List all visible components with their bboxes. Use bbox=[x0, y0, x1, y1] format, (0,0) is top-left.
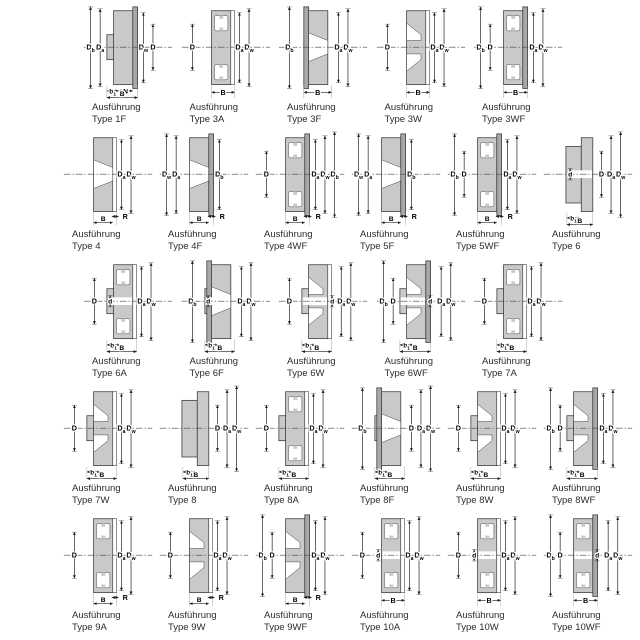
type-caption bbox=[60, 229, 121, 253]
caption-word: Ausführung bbox=[189, 356, 239, 367]
pulley-drawing-7W bbox=[60, 383, 156, 483]
caption-type-label: Type 4F bbox=[168, 240, 203, 252]
dim-label: $D_w$ bbox=[343, 42, 353, 55]
type-cell-3A bbox=[178, 2, 274, 129]
pulley-drawing-10A bbox=[348, 510, 444, 610]
type-cell-8WF bbox=[540, 383, 636, 510]
dim-label: $D_w$ bbox=[138, 42, 148, 55]
type-caption bbox=[540, 483, 601, 507]
dim-label: d bbox=[330, 298, 335, 306]
dim-label: D bbox=[286, 296, 293, 306]
dim-label: $D_a$ bbox=[501, 550, 510, 562]
pulley-drawing-8 bbox=[156, 383, 252, 483]
pulley-drawing-6F bbox=[178, 256, 274, 356]
type-caption bbox=[470, 356, 531, 380]
dim-label: B bbox=[509, 344, 515, 352]
dim-label: $D_b$ bbox=[546, 423, 555, 435]
caption-word: Ausführung bbox=[552, 483, 601, 494]
type-cell-5F bbox=[348, 129, 444, 256]
type-caption bbox=[60, 483, 121, 507]
dim-label: d bbox=[568, 171, 573, 179]
dim-label: $D_a$ bbox=[334, 42, 343, 55]
caption-word: Ausführung bbox=[482, 102, 531, 113]
dim-label: $D_a$ bbox=[606, 169, 616, 181]
dim-label: D bbox=[71, 423, 78, 433]
caption-word: Ausführung bbox=[456, 610, 505, 621]
caption-type-label: Type 3W bbox=[384, 113, 422, 125]
caption-type-label: Type 4WF bbox=[264, 240, 308, 252]
type-caption bbox=[444, 610, 505, 634]
dim-label: B bbox=[315, 87, 321, 97]
dim-label: B bbox=[577, 217, 583, 225]
type-caption bbox=[156, 483, 217, 507]
dim-label: R bbox=[507, 211, 513, 221]
dim-label: $D_w$ bbox=[445, 296, 455, 308]
dim-label: $D_w$ bbox=[243, 42, 254, 55]
dim-label: $D_a$ bbox=[503, 169, 512, 181]
dim-label: $D_w$ bbox=[536, 296, 546, 308]
dim-label: D bbox=[189, 42, 195, 52]
dim-label: d bbox=[472, 552, 477, 560]
type-caption bbox=[444, 483, 505, 507]
pulley-drawing-5WF bbox=[444, 129, 540, 229]
dim-label: D bbox=[557, 550, 563, 560]
dim-label: $D_b$ bbox=[546, 550, 555, 562]
caption-word: Ausführung bbox=[168, 483, 217, 494]
pulley-drawing-9A bbox=[60, 510, 156, 610]
caption-type-label: Type 6W bbox=[287, 367, 325, 379]
caption-type-label: Type 6WF bbox=[384, 367, 428, 379]
caption-type-label: Type 8W bbox=[456, 494, 494, 506]
dim-label: $D_a$ bbox=[416, 423, 426, 435]
type-cell-3F bbox=[275, 2, 371, 129]
dim-label: $D_w$ bbox=[414, 550, 424, 562]
pulley-drawing-7A bbox=[470, 256, 566, 356]
pulley-drawing-8W bbox=[444, 383, 540, 483]
type-cell-8F bbox=[348, 383, 444, 510]
pulley-drawing-3A bbox=[178, 2, 274, 102]
dim-label: D bbox=[263, 169, 270, 179]
type-cell-6WF bbox=[373, 256, 469, 383]
dim-label: d bbox=[205, 298, 210, 306]
caption-type-label: Type 9W bbox=[168, 621, 206, 633]
pulley-drawing-6W bbox=[275, 256, 371, 356]
dim-label: $b_1$ bbox=[378, 469, 385, 479]
dim-label: $D_w$ bbox=[232, 423, 242, 435]
dim-label: $D_b$ bbox=[187, 296, 197, 308]
dim-label: d bbox=[376, 552, 381, 560]
dim-label: D bbox=[263, 423, 270, 433]
caption-word: Ausführung bbox=[72, 229, 121, 240]
dim-label: $D_b$ bbox=[378, 296, 388, 308]
diagram-row-5 bbox=[54, 510, 623, 637]
caption-word: Ausführung bbox=[72, 610, 121, 621]
dim-label: $D_w$ bbox=[318, 423, 328, 435]
caption-word: Ausführung bbox=[552, 610, 601, 621]
dim-label: $D_b$ bbox=[407, 169, 416, 181]
dim-label: R bbox=[315, 592, 321, 602]
type-caption bbox=[348, 229, 409, 253]
caption-word: Ausführung bbox=[168, 610, 217, 621]
caption-word: Ausführung bbox=[456, 229, 505, 240]
dim-label: $D_w$ bbox=[222, 550, 232, 562]
pulley-drawing-8F bbox=[348, 383, 444, 483]
dim-label: R bbox=[218, 592, 224, 602]
dim-label: D bbox=[481, 296, 488, 306]
dim-label: D bbox=[557, 423, 563, 433]
caption-type-label: Type 4 bbox=[72, 240, 101, 252]
type-caption bbox=[178, 356, 239, 380]
dim-label: $D_a$ bbox=[309, 423, 318, 435]
dim-label: D bbox=[455, 423, 462, 433]
caption-word: Ausführung bbox=[264, 610, 313, 621]
dim-label: B bbox=[196, 596, 202, 604]
dim-label: D bbox=[390, 296, 396, 306]
caption-word: Ausführung bbox=[360, 229, 409, 240]
dim-label: $b_1$ bbox=[186, 469, 193, 479]
pulley-drawing-3WF bbox=[470, 2, 566, 102]
pulley-drawing-6WF bbox=[373, 256, 469, 356]
dim-label: $D_a$ bbox=[599, 423, 608, 435]
dim-label: $D_w$ bbox=[538, 42, 548, 55]
dim-label: $D_w$ bbox=[425, 423, 436, 435]
pulley-drawing-1F bbox=[80, 2, 176, 102]
dim-label: B bbox=[119, 344, 125, 352]
diagram-row-4 bbox=[54, 383, 618, 510]
dim-label: $D_w$ bbox=[320, 550, 330, 562]
dim-label: $D_a$ bbox=[137, 296, 146, 308]
caption-word: Ausführung bbox=[456, 483, 505, 494]
dim-label: $D_w$ bbox=[438, 42, 449, 55]
diagram-row-3 bbox=[54, 256, 614, 383]
caption-word: Ausführung bbox=[287, 102, 336, 113]
dim-label: $b_1$ bbox=[305, 342, 312, 352]
dim-label: B bbox=[486, 595, 492, 605]
dim-label: D bbox=[359, 550, 366, 560]
type-cell-10W bbox=[444, 510, 540, 637]
dim-label: $D_a$ bbox=[311, 169, 320, 181]
dim-label: B bbox=[387, 471, 393, 479]
dim-label: D bbox=[269, 550, 275, 560]
type-cell-4F bbox=[156, 129, 252, 256]
caption-type-label: Type 8A bbox=[264, 494, 299, 506]
type-cell-4 bbox=[60, 129, 156, 256]
dim-label: R bbox=[219, 211, 225, 221]
dim-label: $D_a$ bbox=[117, 550, 126, 562]
pulley-drawing-3W bbox=[373, 2, 469, 102]
type-cell-3W bbox=[373, 2, 469, 129]
diagram-row-2 bbox=[54, 129, 626, 256]
dim-label: $D_a$ bbox=[236, 296, 245, 308]
dim-label: $D_a$ bbox=[429, 42, 438, 55]
dim-label: B bbox=[100, 215, 106, 223]
dim-label: $D_a$ bbox=[529, 42, 538, 55]
type-cell-8 bbox=[156, 383, 252, 510]
type-cell-9A bbox=[60, 510, 156, 637]
dim-label: B bbox=[314, 344, 320, 352]
dim-label: $D_w$ bbox=[608, 423, 618, 435]
type-caption bbox=[60, 610, 121, 634]
dim-label: B bbox=[292, 596, 298, 604]
dim-label: B bbox=[484, 215, 490, 223]
dim-label: $D_w$ bbox=[146, 296, 156, 308]
dim-label: $D_a$ bbox=[222, 423, 232, 435]
dim-label: $D_b$ bbox=[330, 169, 339, 181]
type-caption bbox=[275, 102, 336, 126]
type-caption bbox=[156, 229, 217, 253]
dim-label: $b_1$ bbox=[570, 469, 577, 479]
pulley-drawing-8WF bbox=[540, 383, 636, 483]
pulley-drawing-9W bbox=[156, 510, 252, 610]
dim-label: $b_1$ bbox=[207, 342, 215, 352]
dim-label: $D_a$ bbox=[501, 423, 510, 435]
pulley-drawing-4WF bbox=[252, 129, 348, 229]
dim-label: B bbox=[582, 595, 589, 605]
dim-label: D bbox=[487, 42, 493, 52]
type-cell-8W bbox=[444, 383, 540, 510]
dim-label: $b_1$ bbox=[90, 469, 97, 479]
caption-type-label: Type 3WF bbox=[482, 113, 526, 125]
dim-label: N bbox=[123, 88, 129, 96]
dim-label: $D_a$ bbox=[604, 550, 613, 562]
type-caption bbox=[252, 229, 313, 253]
dim-label: $D_a$ bbox=[213, 550, 222, 562]
caption-word: Ausführung bbox=[168, 229, 217, 240]
dim-label: $D_w$ bbox=[346, 296, 356, 308]
type-cell-6 bbox=[540, 129, 636, 256]
dim-label: $D_a$ bbox=[364, 169, 373, 181]
type-cell-4WF bbox=[252, 129, 348, 256]
type-caption bbox=[540, 229, 601, 253]
type-caption bbox=[275, 356, 336, 380]
pulley-drawing-4F bbox=[156, 129, 252, 229]
dim-label: D bbox=[167, 550, 174, 560]
dim-label: D bbox=[91, 296, 98, 306]
dim-label: $D_a$ bbox=[96, 42, 105, 55]
type-caption bbox=[348, 610, 409, 634]
pulley-drawing-6 bbox=[540, 129, 636, 229]
dim-label: $D_b$ bbox=[285, 42, 294, 55]
dim-label: $b_1$ bbox=[282, 469, 289, 479]
dim-label: $D_a$ bbox=[117, 423, 126, 435]
pulley-drawing-10WF bbox=[540, 510, 636, 610]
dim-label: R bbox=[411, 211, 417, 221]
dim-label: $D_w$ bbox=[126, 423, 136, 435]
dim-label: B bbox=[99, 471, 105, 479]
dim-label: d bbox=[108, 298, 113, 306]
caption-type-label: Type 5WF bbox=[456, 240, 500, 252]
caption-type-label: Type 8WF bbox=[552, 494, 596, 506]
dim-label: B bbox=[512, 87, 519, 97]
dim-label: B bbox=[579, 471, 585, 479]
caption-word: Ausführung bbox=[552, 229, 601, 240]
type-caption bbox=[252, 610, 313, 634]
dim-label: $D_w$ bbox=[616, 169, 626, 181]
dim-label: D bbox=[461, 169, 467, 179]
type-caption bbox=[373, 356, 434, 380]
type-caption bbox=[348, 483, 409, 507]
caption-word: Ausführung bbox=[264, 229, 313, 240]
caption-type-label: Type 6 bbox=[552, 240, 581, 252]
caption-type-label: Type 7W bbox=[72, 494, 110, 506]
caption-type-label: Type 10A bbox=[360, 621, 401, 633]
caption-type-label: Type 8 bbox=[168, 494, 197, 506]
dim-label: D bbox=[71, 550, 78, 560]
dim-label: $D_b$ bbox=[86, 42, 95, 55]
caption-word: Ausführung bbox=[482, 356, 531, 367]
dim-label: $D_w$ bbox=[512, 169, 522, 181]
dim-label: B bbox=[193, 471, 199, 479]
dim-label: d bbox=[427, 298, 432, 306]
caption-type-label: Type 9A bbox=[72, 621, 107, 633]
type-cell-3WF bbox=[470, 2, 566, 129]
dim-label: $D_a$ bbox=[311, 550, 320, 562]
type-cell-6W bbox=[275, 256, 371, 383]
dim-label: $b_1$ bbox=[570, 215, 577, 225]
caption-type-label: Type 6F bbox=[189, 367, 224, 379]
caption-word: Ausführung bbox=[287, 356, 336, 367]
caption-word: Ausführung bbox=[72, 483, 121, 494]
dim-label: B bbox=[216, 344, 222, 352]
caption-type-label: Type 6A bbox=[92, 367, 127, 379]
caption-type-label: Type 3A bbox=[189, 113, 225, 125]
pulley-drawing-3F bbox=[275, 2, 371, 102]
dim-label: $D_a$ bbox=[527, 296, 536, 308]
dim-label: $D_a$ bbox=[337, 296, 346, 308]
dim-label: $b_1$ bbox=[109, 88, 117, 98]
type-caption bbox=[373, 102, 434, 126]
dim-label: B bbox=[292, 215, 298, 223]
type-cell-1F bbox=[80, 2, 176, 129]
dim-label: D bbox=[150, 42, 156, 52]
caption-word: Ausführung bbox=[384, 102, 434, 113]
dim-label: $D_w$ bbox=[320, 169, 330, 181]
dim-label: $D_a$ bbox=[405, 550, 414, 562]
dim-label: B bbox=[483, 471, 489, 479]
type-cell-9WF bbox=[252, 510, 348, 637]
dim-label: D bbox=[214, 423, 221, 433]
dim-label: $D_a$ bbox=[172, 169, 181, 181]
dim-label: D bbox=[408, 423, 414, 433]
dim-label: $D_w$ bbox=[126, 550, 136, 562]
type-caption bbox=[470, 102, 531, 126]
caption-word: Ausführung bbox=[360, 610, 409, 621]
caption-word: Ausführung bbox=[384, 356, 434, 367]
diagram-grid bbox=[54, 2, 626, 637]
dim-label: $D_w$ bbox=[126, 169, 136, 181]
dim-label: $D_w$ bbox=[245, 296, 256, 308]
dim-label: D bbox=[455, 550, 462, 560]
type-cell-5WF bbox=[444, 129, 540, 256]
caption-word: Ausführung bbox=[92, 102, 141, 113]
dim-label: $D_b$ bbox=[358, 423, 367, 435]
caption-type-label: Type 10WF bbox=[552, 621, 601, 633]
caption-type-label: Type 10W bbox=[456, 621, 499, 633]
caption-word: Ausführung bbox=[189, 102, 239, 113]
dim-label: $b_1$ bbox=[500, 342, 507, 352]
dim-label: B bbox=[412, 344, 418, 352]
type-cell-10A bbox=[348, 510, 444, 637]
dim-label: R bbox=[315, 211, 321, 221]
dim-label: D bbox=[384, 42, 390, 52]
diagram-row-1 bbox=[54, 2, 614, 129]
dim-label: $b_1$ bbox=[474, 469, 481, 479]
type-cell-10WF bbox=[540, 510, 636, 637]
dim-label: $D_b$ bbox=[476, 42, 485, 55]
type-cell-6A bbox=[80, 256, 176, 383]
caption-type-label: Type 8F bbox=[360, 494, 395, 506]
dim-label: B bbox=[390, 595, 396, 605]
dim-label: B bbox=[388, 215, 394, 223]
dim-label: $D_a$ bbox=[234, 42, 243, 55]
dim-label: $D_w$ bbox=[510, 423, 520, 435]
dim-label: $D_w$ bbox=[613, 550, 623, 562]
dim-label: B bbox=[291, 471, 297, 479]
type-cell-9W bbox=[156, 510, 252, 637]
dim-label: R bbox=[122, 211, 128, 221]
dim-label: $D_b$ bbox=[258, 550, 267, 562]
caption-type-label: Type 5F bbox=[360, 240, 395, 252]
dim-label: B bbox=[119, 90, 125, 98]
dim-label: $D_w$ bbox=[353, 169, 364, 181]
type-caption bbox=[252, 483, 313, 507]
pulley-drawing-5F bbox=[348, 129, 444, 229]
type-caption bbox=[156, 610, 217, 634]
caption-type-label: Type 9WF bbox=[264, 621, 308, 633]
type-caption bbox=[80, 102, 141, 126]
dim-label: $D_b$ bbox=[215, 169, 224, 181]
caption-word: Ausführung bbox=[264, 483, 313, 494]
type-caption bbox=[540, 610, 601, 634]
caption-type-label: Type 7A bbox=[482, 367, 517, 379]
dim-label: $b_1$ bbox=[110, 342, 117, 352]
type-cell-7A bbox=[470, 256, 566, 383]
pulley-drawing-8A bbox=[252, 383, 348, 483]
dim-label: D bbox=[598, 169, 605, 179]
dim-label: B bbox=[100, 596, 106, 604]
dim-label: $D_a$ bbox=[117, 169, 126, 181]
dim-label: $D_a$ bbox=[436, 296, 445, 308]
type-caption bbox=[178, 102, 239, 126]
dim-label: $D_w$ bbox=[510, 550, 520, 562]
caption-word: Ausführung bbox=[360, 483, 409, 494]
pulley-drawing-4 bbox=[60, 129, 156, 229]
type-cell-8A bbox=[252, 383, 348, 510]
dim-label: $D_w$ bbox=[161, 169, 172, 181]
dim-label: B bbox=[415, 87, 421, 97]
type-caption bbox=[80, 356, 141, 380]
dim-label: d bbox=[595, 552, 600, 560]
dim-label: $D_b$ bbox=[450, 169, 459, 181]
dim-label: B bbox=[196, 215, 202, 223]
type-caption bbox=[444, 229, 505, 253]
caption-type-label: Type 3F bbox=[287, 113, 322, 125]
type-cell-6F bbox=[178, 256, 274, 383]
pulley-drawing-9WF bbox=[252, 510, 348, 610]
dim-label: R bbox=[122, 592, 128, 602]
pulley-drawing-10W bbox=[444, 510, 540, 610]
dim-label: $b_1$ bbox=[402, 342, 410, 352]
caption-word: Ausführung bbox=[92, 356, 141, 367]
caption-type-label: Type 1F bbox=[92, 113, 127, 125]
type-cell-7W bbox=[60, 383, 156, 510]
dim-label: B bbox=[220, 87, 226, 97]
pulley-drawing-6A bbox=[80, 256, 176, 356]
